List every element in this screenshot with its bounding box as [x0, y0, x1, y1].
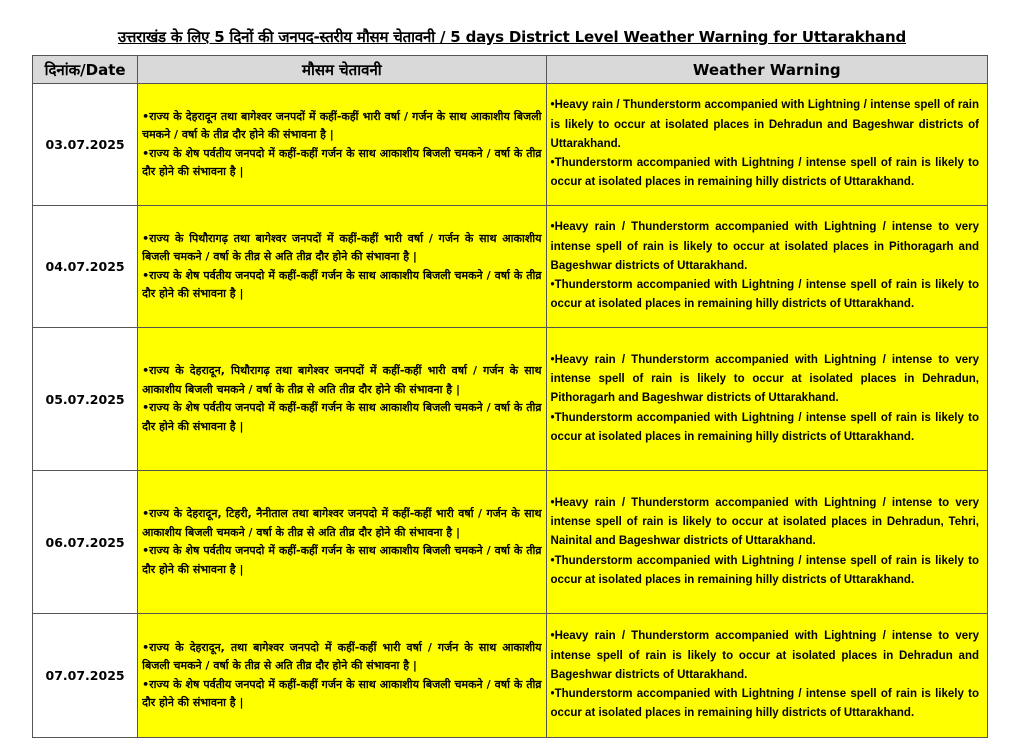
header-date: दिनांक/Date [33, 56, 138, 84]
hindi-bullet: • राज्य के देहरादून तथा बागेश्वर जनपदों में कहीं-कहीं भारी वर्षा / गर्जन के साथ आकाशीय बिजली चमकने / वर्षा के तीव्र दौर होने की संभावना है | [142, 108, 541, 145]
hindi-bullet: • राज्य के देहरादून, तथा बागेश्वर जनपदो में कहीं-कहीं भारी वर्षा / गर्जन के साथ आकाशीय बिजली चमकने / वर्षा के तीव्र से अति तीव्र दौर होने की संभावना है | [142, 639, 541, 676]
page-title: उत्तराखंड के लिए 5 दिनों की जनपद-स्तरीय मौसम चेतावनी / 5 days District Level Weather Warning for Uttarakhand [117, 28, 906, 46]
english-warning-cell [546, 206, 987, 328]
hindi-bullet: • राज्य के शेष पर्वतीय जनपदो में कहीं-कहीं गर्जन के साथ आकाशीय बिजली चमकने / वर्षा के तीव्र दौर होने की संभावना है | [142, 676, 541, 713]
hindi-bullet: • राज्य के शेष पर्वतीय जनपदो में कहीं-कहीं गर्जन के साथ आकाशीय बिजली चमकने / वर्षा के तीव्र दौर होने की संभावना है | [142, 145, 541, 182]
english-bullet: • Heavy rain / Thunderstorm accompanied with Lightning / intense to very intense spell of rain is likely to occur at isolated places in Dehradun, Pithoragarh and Bageshwar districts of Uttarakhand. [551, 351, 979, 409]
english-bullet: • Heavy rain / Thunderstorm accompanied with Lightning / intense to very intense spell of rain is likely to occur at isolated places in Pithoragarh and Bageshwar districts of Uttarakhand. [551, 218, 979, 276]
hindi-bullet: • राज्य के देहरादून, टिहरी, नैनीताल तथा बागेश्वर जनपदो में कहीं-कहीं भारी वर्षा / गर्जन के साथ आकाशीय बिजली चमकने / वर्षा के तीव्र से अति तीव्र दौर होने की संभावना है | [142, 505, 541, 542]
english-bullet: • Thunderstorm accompanied with Lightning / intense spell of rain is likely to occur at isolated places in remaining hilly districts of Uttarakhand. [551, 276, 979, 315]
english-bullet: • Heavy rain / Thunderstorm accompanied with Lightning / intense to very intense spell of rain is likely to occur at isolated places in Dehradun and Bageshwar districts of Uttarakhand. [551, 627, 979, 685]
table-row [33, 328, 988, 471]
hindi-warning-cell [138, 614, 546, 738]
english-warning-cell [546, 84, 987, 206]
table-header-row [33, 56, 988, 84]
hindi-bullet: • राज्य के शेष पर्वतीय जनपदो में कहीं-कहीं गर्जन के साथ आकाशीय बिजली चमकने / वर्षा के तीव्र दौर होने की संभावना है | [142, 399, 541, 436]
header-english-warning: Weather Warning [546, 56, 987, 84]
table-row [33, 614, 988, 738]
row-date: 07.07.2025 [33, 614, 138, 738]
table-row [33, 471, 988, 614]
hindi-bullet: • राज्य के देहरादून, पिथौरागढ़ तथा बागेश्वर जनपदों में कहीं-कहीं भारी वर्षा / गर्जन के साथ आकाशीय बिजली चमकने / वर्षा के तीव्र से अति तीव्र दौर होने की संभावना है | [142, 362, 541, 399]
row-date: 03.07.2025 [33, 84, 138, 206]
hindi-warning-cell [138, 328, 546, 471]
english-warning-cell [546, 614, 987, 738]
english-bullet: • Thunderstorm accompanied with Lightning / intense spell of rain is likely to occur at isolated places in remaining hilly districts of Uttarakhand. [551, 552, 979, 591]
hindi-warning-cell [138, 206, 546, 328]
hindi-warning-cell [138, 84, 546, 206]
hindi-bullet: • राज्य के पिथौरागढ़ तथा बागेश्वर जनपदों में कहीं-कहीं भारी वर्षा / गर्जन के साथ आकाशीय बिजली चमकने / वर्षा के तीव्र से अति तीव्र दौर होने की संभावना है | [142, 230, 541, 267]
hindi-bullet: • राज्य के शेष पर्वतीय जनपदो में कहीं-कहीं गर्जन के साथ आकाशीय बिजली चमकने / वर्षा के तीव्र दौर होने की संभावना है | [142, 542, 541, 579]
row-date: 05.07.2025 [33, 328, 138, 471]
table-row [33, 206, 988, 328]
warning-table [32, 55, 988, 738]
english-bullet: • Thunderstorm accompanied with Lightning / intense spell of rain is likely to occur at isolated places in remaining hilly districts of Uttarakhand. [551, 154, 979, 193]
english-warning-cell [546, 328, 987, 471]
header-hindi-warning: मौसम चेतावनी [138, 56, 546, 84]
english-bullet: • Thunderstorm accompanied with Lightning / intense spell of rain is likely to occur at isolated places in remaining hilly districts of Uttarakhand. [551, 409, 979, 448]
english-bullet: • Thunderstorm accompanied with Lightning / intense spell of rain is likely to occur at isolated places in remaining hilly districts of Uttarakhand. [551, 685, 979, 724]
row-date: 04.07.2025 [33, 206, 138, 328]
table-row [33, 84, 988, 206]
hindi-bullet: • राज्य के शेष पर्वतीय जनपदो में कहीं-कहीं गर्जन के साथ आकाशीय बिजली चमकने / वर्षा के तीव्र दौर होने की संभावना है | [142, 267, 541, 304]
english-bullet: • Heavy rain / Thunderstorm accompanied with Lightning / intense to very intense spell of rain is likely to occur at isolated places in Dehradun, Tehri, Nainital and Bageshwar districts of Uttarakhand. [551, 494, 979, 552]
english-bullet: • Heavy rain / Thunderstorm accompanied with Lightning / intense spell of rain is likely to occur at isolated places in Dehradun and Bageshwar districts of Uttarakhand. [551, 96, 979, 154]
row-date: 06.07.2025 [33, 471, 138, 614]
english-warning-cell [546, 471, 987, 614]
hindi-warning-cell [138, 471, 546, 614]
